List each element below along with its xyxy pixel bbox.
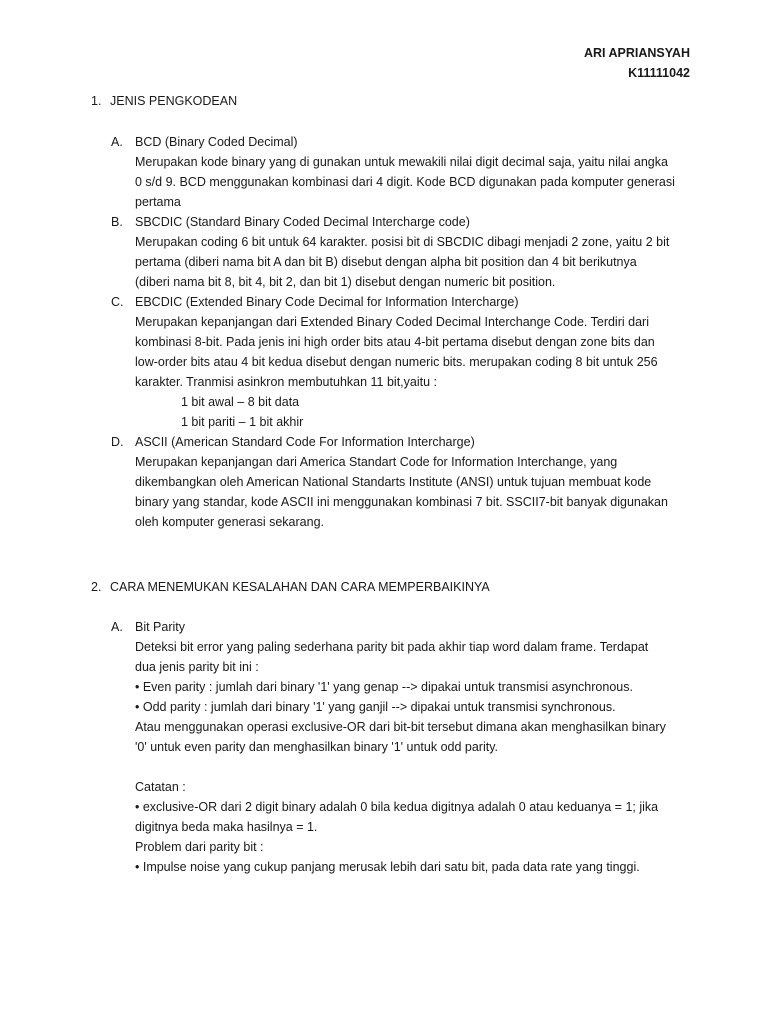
- bullet-line: • exclusive-OR dari 2 digit binary adalah 0 bila kedua digitnya adalah 0 atau keduanya = 1; jika: [135, 800, 659, 814]
- bullet-line: • Impulse noise yang cukup panjang merusak lebih dari satu bit, pada data rate yang tinggi.: [135, 860, 640, 874]
- paragraph-line: Merupakan kode binary yang di gunakan untuk mewakili nilai digit decimal saja, yaitu nilai angka: [135, 155, 668, 169]
- paragraph-line: digitnya beda maka hasilnya = 1.: [135, 820, 318, 834]
- section-heading: JENIS PENGKODEAN: [110, 94, 238, 108]
- notes-label: Catatan :: [135, 780, 186, 794]
- indented-line: 1 bit awal – 8 bit data: [181, 395, 300, 409]
- section-heading: CARA MENEMUKAN KESALAHAN DAN CARA MEMPERBAIKINYA: [110, 580, 490, 594]
- bullet-line: • Odd parity : jumlah dari binary '1' yang ganjil --> dipakai untuk transmisi synchronous.: [135, 700, 616, 714]
- item-title: Bit Parity: [135, 620, 186, 634]
- paragraph-line: pertama: [135, 195, 181, 209]
- paragraph-line: 0 s/d 9. BCD menggunakan kombinasi dari 4 digit. Kode BCD digunakan pada komputer generasi: [135, 175, 675, 189]
- paragraph-line: oleh komputer generasi sekarang.: [135, 515, 325, 529]
- paragraph-line: dua jenis parity bit ini :: [135, 660, 259, 674]
- indented-line: 1 bit pariti – 1 bit akhir: [181, 415, 304, 429]
- item-title: SBCDIC (Standard Binary Coded Decimal Intercharge code): [135, 215, 470, 229]
- author-block: [584, 44, 690, 83]
- paragraph-line: Merupakan kepanjangan dari America Standart Code for Information Interchange, yang: [135, 455, 618, 469]
- paragraph-line: kombinasi 8-bit. Pada jenis ini high order bits atau 4-bit pertama disebut dengan zone bits dan: [135, 335, 655, 349]
- paragraph-line: Atau menggunakan operasi exclusive-OR dari bit-bit tersebut dimana akan menghasilkan binary: [135, 720, 666, 734]
- item-letter: A.: [111, 620, 123, 634]
- author-id: K11111042: [628, 65, 690, 80]
- paragraph-line: '0' untuk even parity dan menghasilkan binary '1' untuk odd parity.: [135, 740, 499, 754]
- section-number: 1.: [91, 94, 102, 108]
- paragraph-line: pertama (diberi nama bit A dan bit B) disebut dengan alpha bit position dan 4 bit berikutnya: [135, 255, 637, 269]
- paragraph-line: karakter. Tranmisi asinkron membutuhkan 11 bit,yaitu :: [135, 375, 437, 389]
- author-name: ARI APRIANSYAH: [583, 46, 690, 60]
- paragraph-line: Problem dari parity bit :: [135, 840, 264, 854]
- paragraph-line: dikembangkan oleh American National Standarts Institute (ANSI) untuk tujuan membuat kode: [135, 475, 652, 489]
- paragraph-line: Merupakan kepanjangan dari Extended Binary Coded Decimal Interchange Code. Terdiri dari: [135, 315, 649, 329]
- paragraph-line: binary yang standar, kode ASCII ini menggunakan kombinasi 7 bit. SSCII7-bit banyak digunakan: [135, 495, 668, 509]
- bullet-line: • Even parity : jumlah dari binary '1' yang genap --> dipakai untuk transmisi asynchronous.: [135, 680, 633, 694]
- paragraph-line: low-order bits atau 4 bit kedua disebut dengan numeric bits. merupakan coding 8 bit untuk 256: [135, 355, 658, 369]
- item-title: ASCII (American Standard Code For Information Intercharge): [135, 435, 475, 449]
- item-letter: D.: [111, 435, 124, 449]
- item-letter: C.: [111, 295, 124, 309]
- item-letter: B.: [111, 215, 123, 229]
- section-number: 2.: [91, 580, 102, 594]
- item-title: EBCDIC (Extended Binary Code Decimal for Information Intercharge): [135, 295, 519, 309]
- paragraph-line: Merupakan coding 6 bit untuk 64 karakter. posisi bit di SBCDIC dibagi menjadi 2 zone, yaitu 2 bit: [135, 235, 670, 249]
- item-title: BCD (Binary Coded Decimal): [135, 135, 298, 149]
- paragraph-line: Deteksi bit error yang paling sederhana parity bit pada akhir tiap word dalam frame. Terdapat: [135, 640, 649, 654]
- paragraph-line: (diberi nama bit 8, bit 4, bit 2, dan bit 1) disebut dengan numeric bit position.: [135, 275, 556, 289]
- item-letter: A.: [111, 135, 123, 149]
